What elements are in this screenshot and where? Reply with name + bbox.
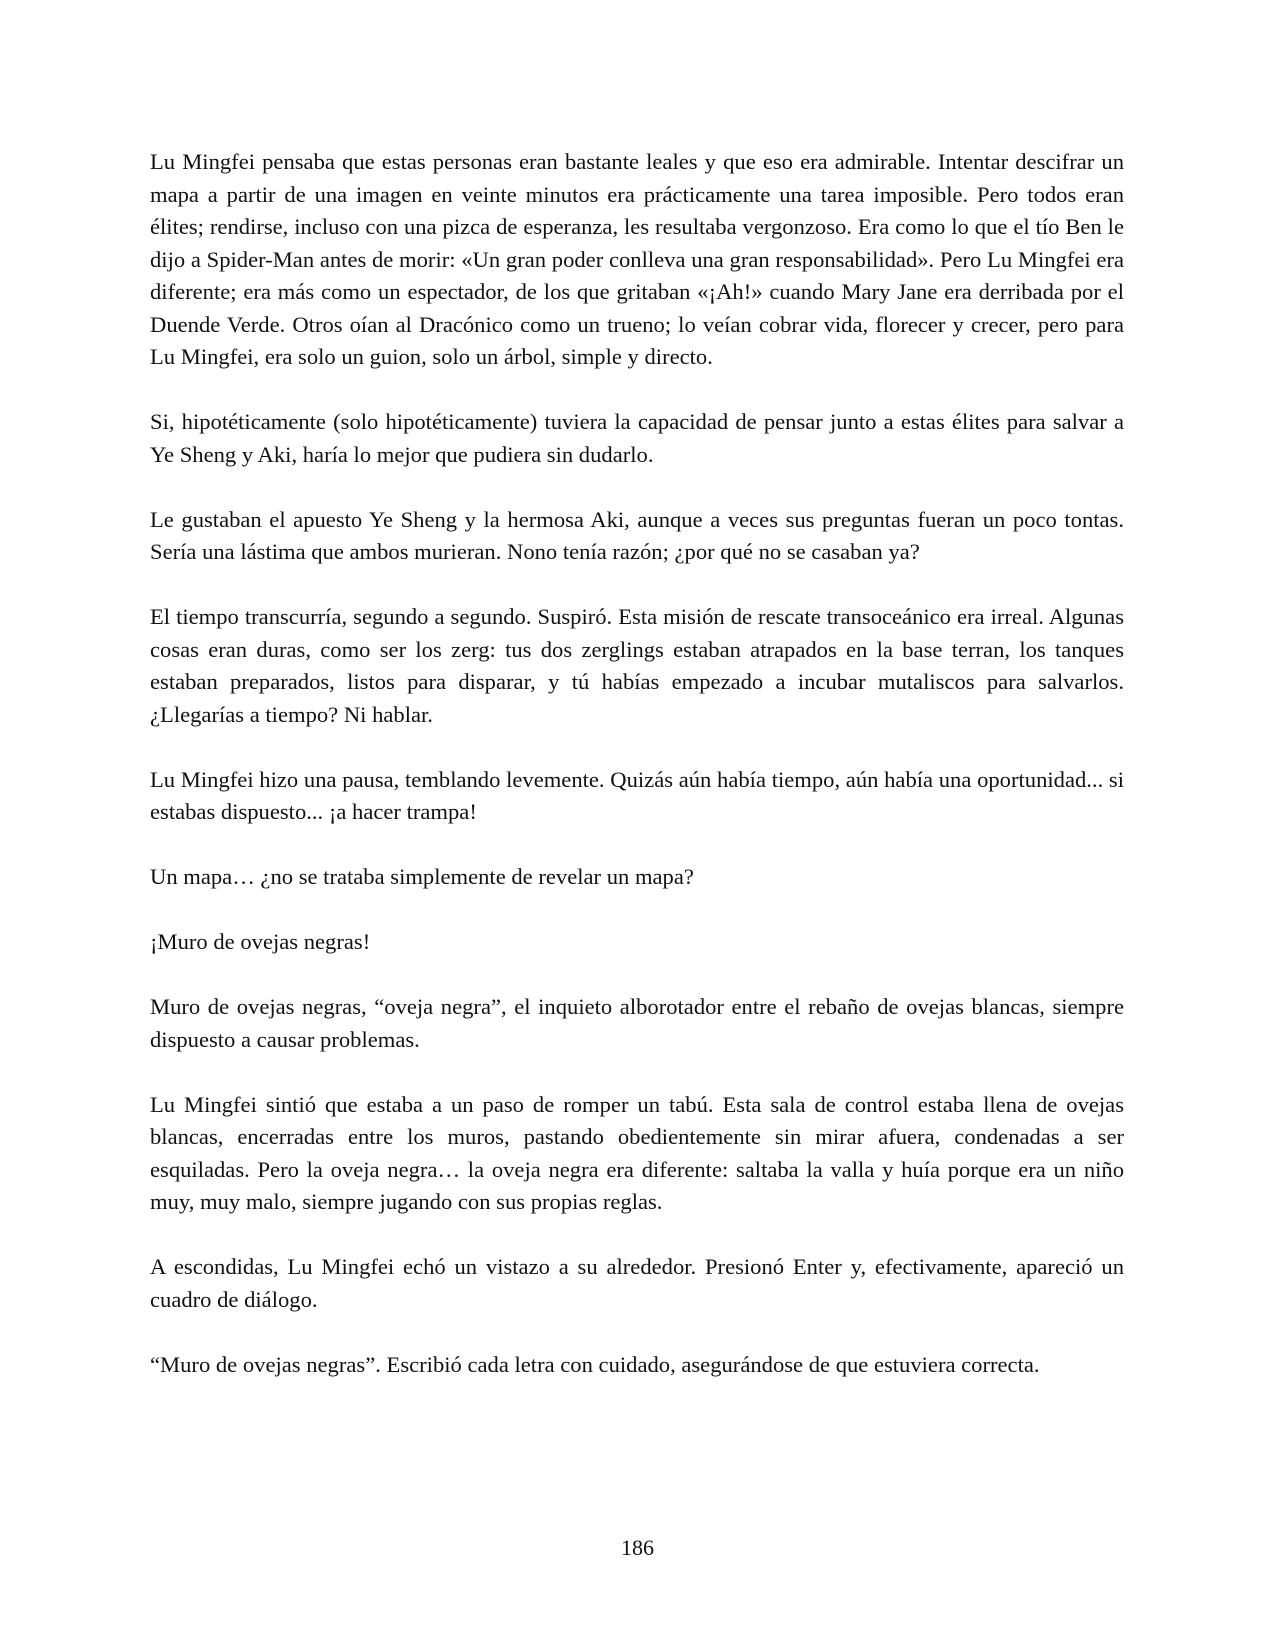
paragraph-1: Lu Mingfei pensaba que estas personas eran bastante leales y que eso era admirable. Intentar descifrar un mapa a partir de una imagen en veinte minutos era prácticamente una tarea imposible. Pero todos eran élites; rendirse, incluso con una pizca de esperanza, les resultaba vergonzoso. Era como lo que el tío Ben le dijo a Spider-Man antes de morir: «Un gran poder conlleva una gran responsabilidad». Pero Lu Mingfei era diferente; era más como un espectador, de los que gritaban «¡Ah!» cuando Mary Jane era derribada por el Duende Verde. Otros oían al Dracónico como un trueno; lo veían cobrar vida, florecer y crecer, pero para Lu Mingfei, era solo un guion, solo un árbol, simple y directo. <box>150 149 1124 369</box>
paragraph-5: Lu Mingfei hizo una pausa, temblando levemente. Quizás aún había tiempo, aún había una oportunidad... si estabas dispuesto... ¡a hacer trampa! <box>150 766 1124 824</box>
paragraph-2: Si, hipotéticamente (solo hipotéticamente) tuviera la capacidad de pensar junto a estas élites para salvar a Ye Sheng y Aki, haría lo mejor que pudiera sin dudarlo. <box>150 409 1124 467</box>
paragraph-9: Lu Mingfei sintió que estaba a un paso de romper un tabú. Esta sala de control estaba llena de ovejas blancas, encerradas entre los muros, pastando obedientemente sin mirar afuera, condenadas a ser esquiladas. Pero la oveja negra… la oveja negra era diferente: saltaba la valla y huía porque era un niño muy, muy malo, siempre jugando con sus propias reglas. <box>150 1091 1124 1214</box>
paragraph-8: Muro de ovejas negras, “oveja negra”, el inquieto alborotador entre el rebaño de ovejas blancas, siempre dispuesto a causar problemas. <box>150 994 1124 1052</box>
paragraph-3: Le gustaban el apuesto Ye Sheng y la hermosa Aki, aunque a veces sus preguntas fueran un poco tontas. Sería una lástima que ambos murieran. Nono tenía razón; ¿por qué no se casaban ya? <box>150 506 1124 564</box>
paragraph-7: ¡Muro de ovejas negras! <box>150 929 371 954</box>
paragraph-4: El tiempo transcurría, segundo a segundo. Suspiró. Esta misión de rescate transoceánico era irreal. Algunas cosas eran duras, como ser los zerg: tus dos zerglings estaban atrapados en la base terran, los tanques estaban preparados, listos para disparar, y tú habías empezado a incubar mutaliscos para salvarlos. ¿Llegarías a tiempo? Ni hablar. <box>150 604 1124 727</box>
paragraph-11: “Muro de ovejas negras”. Escribió cada letra con cuidado, asegurándose de que estuviera correcta. <box>150 1351 1040 1377</box>
page-number: 186 <box>621 1535 654 1560</box>
paragraph-10: A escondidas, Lu Mingfei echó un vistazo a su alrededor. Presionó Enter y, efectivamente, apareció un cuadro de diálogo. <box>150 1254 1124 1312</box>
paragraph-6: Un mapa… ¿no se trataba simplemente de revelar un mapa? <box>150 864 694 889</box>
page-body <box>150 146 1124 1381</box>
